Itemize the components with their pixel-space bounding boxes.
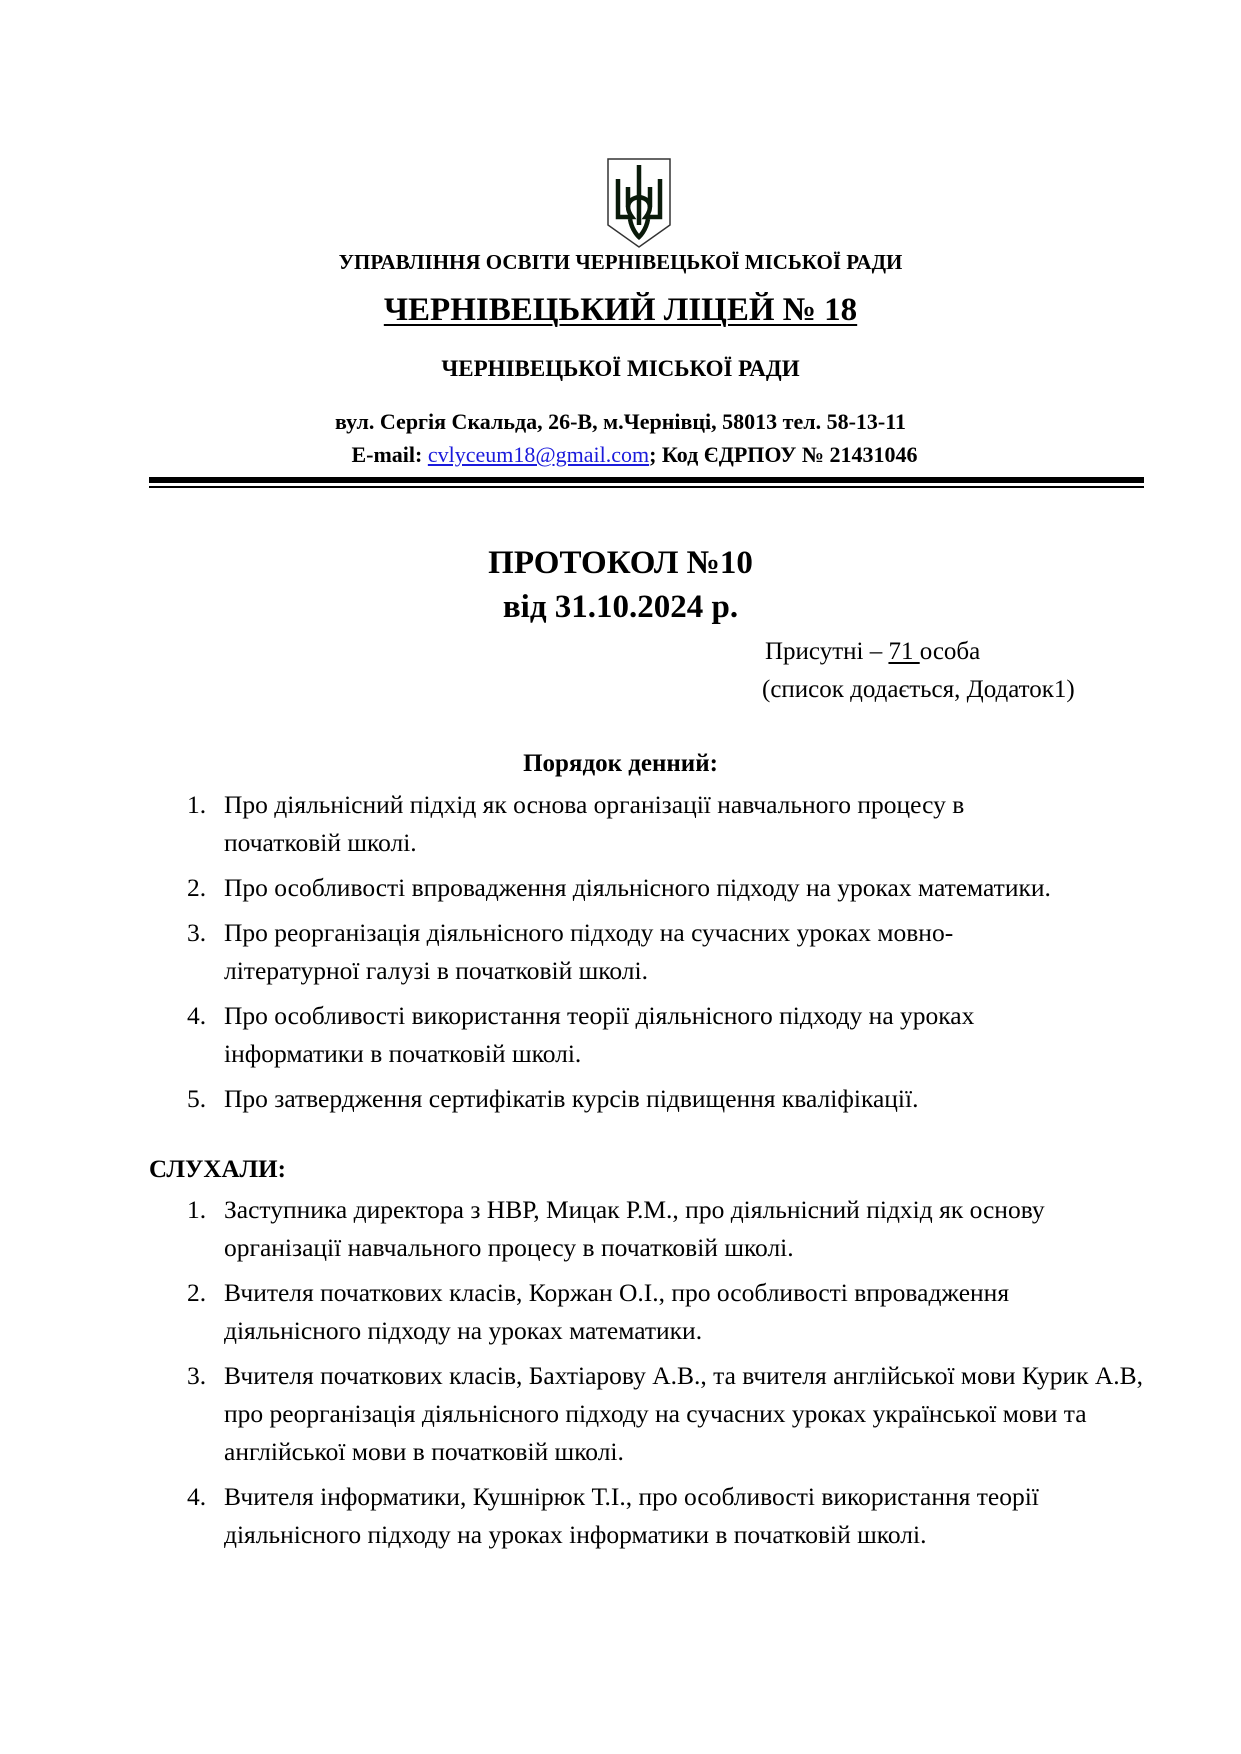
header-divider-thick [149, 477, 1144, 483]
item-text: Про особливості впровадження діяльнісного підходу на уроках математики. [224, 873, 1051, 902]
attendance-unit: особа [919, 638, 981, 665]
item-number: 4. [187, 1482, 207, 1511]
heard-item [187, 1191, 1147, 1267]
email-link[interactable]: cvlyceum18@gmail.com [427, 442, 650, 467]
item-number: 2. [187, 873, 207, 902]
item-text: Вчителя початкових класів, Коржан О.І., про особливості впровадження діяльнісного підходу на уроках математики. [224, 1278, 1010, 1345]
edrpou-code: ; Код ЄДРПОУ № 21431046 [649, 442, 918, 467]
attendance-count: 71 [888, 638, 920, 665]
agenda-item [187, 786, 1087, 862]
agenda-heading: Порядок денний: [523, 750, 718, 777]
item-text: Вчителя інформатики, Кушнірюк Т.І., про особливості використання теорії діяльнісного підходу на уроках інформатики в початковій школі. [224, 1482, 1039, 1549]
protocol-title: ПРОТОКОЛ №10 [488, 545, 753, 581]
item-number: 4. [187, 1001, 207, 1030]
heard-item [187, 1478, 1147, 1554]
school-name [0, 292, 1241, 329]
school-address: вул. Сергія Скальда, 26-В, м.Чернівці, 58013 тел. 58-13-11 [334, 409, 907, 434]
item-number: 1. [187, 1195, 207, 1224]
heard-item [187, 1274, 1147, 1350]
agenda-list [187, 786, 1087, 1118]
item-text: Заступника директора з НВР, Мицак Р.М., про діяльнісний підхід як основу організації навчального процесу в початковій школі. [224, 1195, 1045, 1262]
heard-item [187, 1357, 1147, 1471]
trident-emblem-icon [606, 157, 672, 249]
heard-list [187, 1191, 1147, 1554]
item-number: 2. [187, 1278, 207, 1307]
department-name: УПРАВЛІННЯ ОСВІТИ ЧЕРНІВЕЦЬКОЇ МІСЬКОЇ РАДИ [338, 250, 903, 274]
item-number: 5. [187, 1084, 207, 1113]
attendance-note: (список додається, Додаток1) [762, 676, 1075, 703]
item-text: Про затвердження сертифікатів курсів підвищення кваліфікації. [224, 1084, 919, 1113]
agenda-item [187, 1080, 1087, 1118]
item-number: 3. [187, 1361, 207, 1390]
header-divider-thin [149, 486, 1144, 488]
heard-heading: СЛУХАЛИ: [149, 1156, 286, 1183]
attendance [765, 638, 980, 666]
item-text: Про діяльнісний підхід як основа організації навчального процесу в початковій школі. [224, 790, 965, 857]
agenda-item [187, 914, 1087, 990]
item-number: 3. [187, 918, 207, 947]
agenda-item [187, 997, 1087, 1073]
email-label: E-mail: [351, 442, 428, 467]
attendance-label: Присутні – [765, 638, 889, 665]
agenda-item [187, 869, 1087, 907]
item-number: 1. [187, 790, 207, 819]
contact-line [14, 442, 1241, 468]
item-text: Вчителя початкових класів, Бахтіарову А.В., та вчителя англійської мови Курик А.В, про реорганізація діяльнісного підходу на сучасних уроках української мови та англійської мови в початковій школі. [224, 1361, 1144, 1466]
protocol-date: від 31.10.2024 р. [502, 589, 739, 625]
item-text: Про реорганізація діяльнісного підходу на сучасних уроках мовно-літературної галузі в початковій школі. [224, 918, 954, 985]
school-name-text: ЧЕРНІВЕЦЬКИЙ ЛІЦЕЙ № 18 [383, 292, 858, 328]
council-name: ЧЕРНІВЕЦЬКОЇ МІСЬКОЇ РАДИ [441, 356, 800, 381]
item-text: Про особливості використання теорії діяльнісного підходу на уроках інформатики в початковій школі. [224, 1001, 975, 1068]
